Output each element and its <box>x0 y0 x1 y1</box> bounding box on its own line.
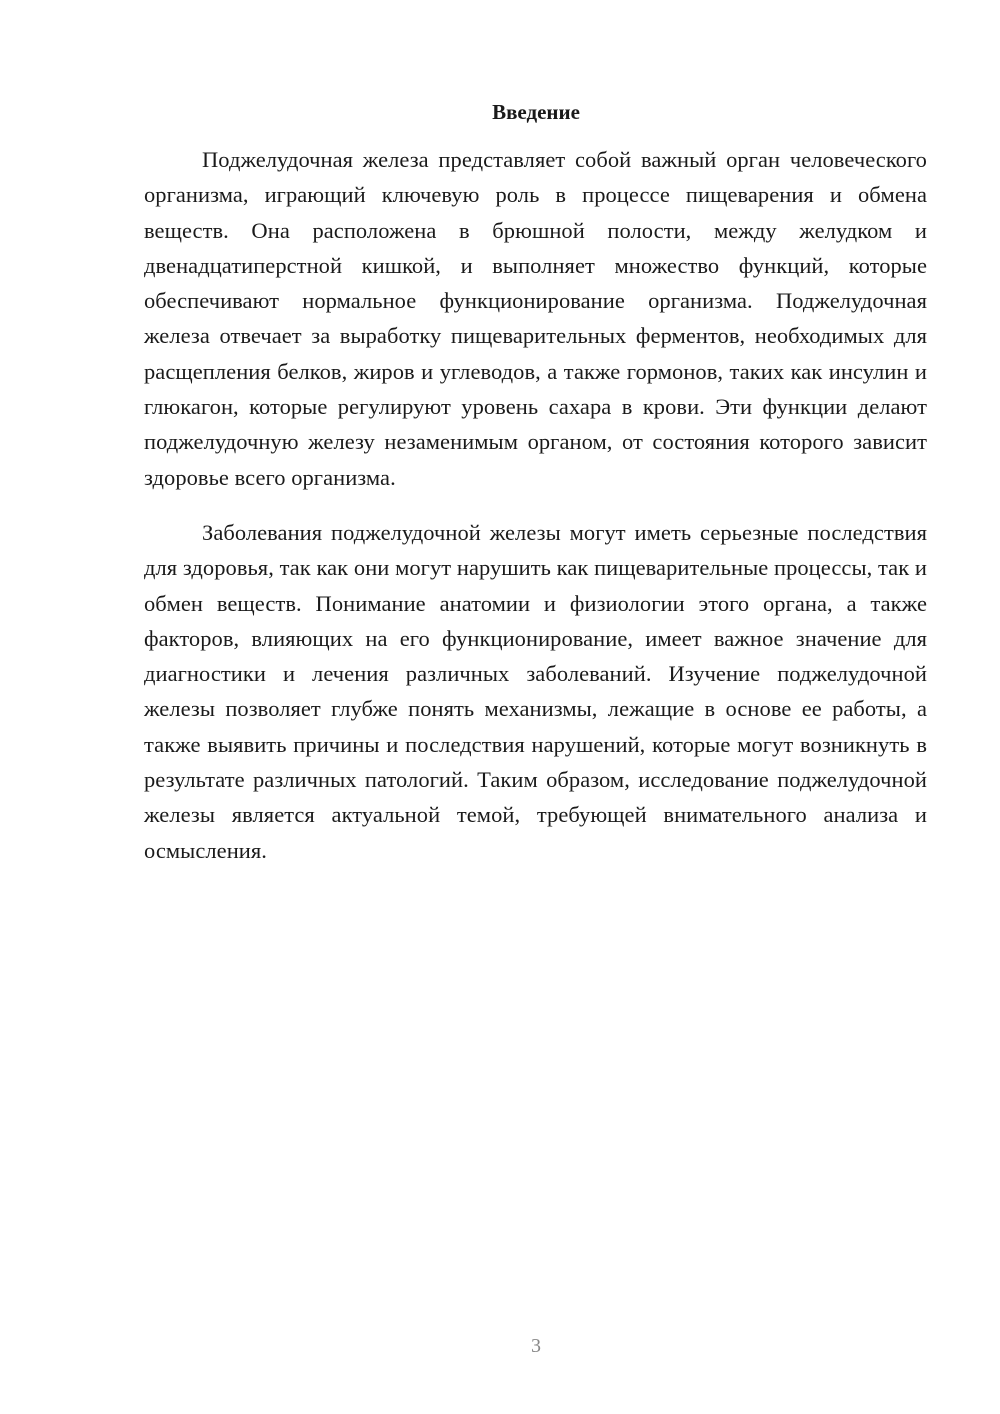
paragraph-2: Заболевания поджелудочной железы могут иметь серьезные последствия для здоровья, так как они могут нарушить как пищеварительные процессы, так и обмен веществ. Понимание анатомии и физиологии этого органа, а также факторов, влияющих на его функционирование, имеет важное значение для диагностики и лечения различных заболеваний. Изучение поджелудочной железы позволяет глубже понять механизмы, лежащие в основе ее работы, а также выявить причины и последствия нарушений, которые могут возникнуть в результате различных патологий. Таким образом, исследование поджелудочной железы является актуальной темой, требующей внимательного анализа и осмысления. <box>144 519 927 863</box>
page-number: 3 <box>531 1335 541 1357</box>
section-heading: Введение <box>492 100 580 124</box>
body-text <box>144 142 927 868</box>
paragraph-1: Поджелудочная железа представляет собой важный орган человеческого организма, играющий ключевую роль в процессе пищеварения и обмена веществ. Она расположена в брюшной полости, между желудком и двенадцатиперстной кишкой, и выполняет множество функций, которые обеспечивают нормальное функционирование организма. Поджелудочная железа отвечает за выработку пищеварительных ферментов, необходимых для расщепления белков, жиров и углеводов, а также гормонов, таких как инсулин и глюкагон, которые регулируют уровень сахара в крови. Эти функции делают поджелудочную железу незаменимым органом, от состояния которого зависит здоровье всего организма. <box>144 147 927 490</box>
